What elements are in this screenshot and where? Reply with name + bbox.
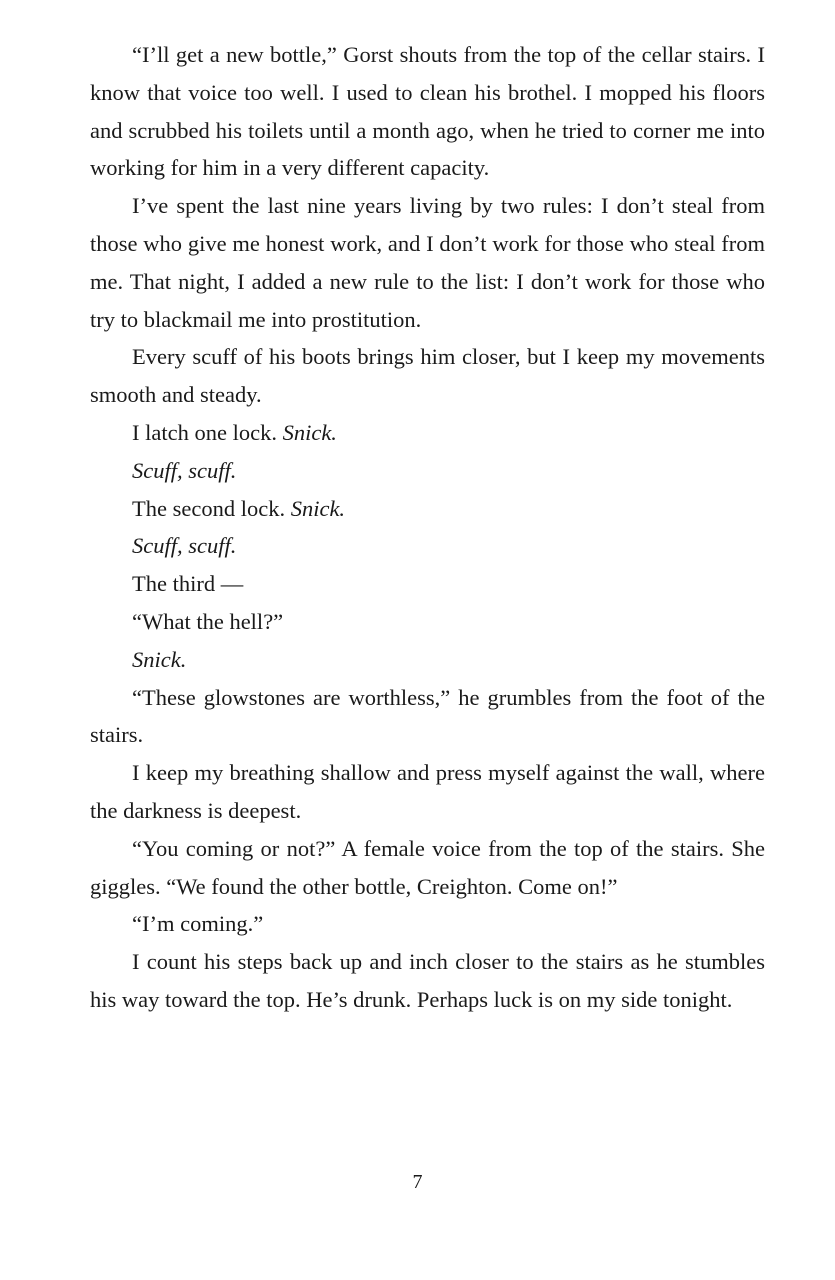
paragraph-3: Every scuff of his boots brings him closer, but I keep my movements smooth and steady.: [90, 344, 765, 408]
book-page-body: [90, 36, 765, 1019]
paragraph-6: [90, 490, 765, 528]
paragraph-7: Scuff, scuff.: [132, 533, 237, 559]
paragraph-6-text: The second lock.: [132, 495, 291, 521]
paragraph-4-italic: Snick.: [282, 419, 337, 445]
paragraph-12: I keep my breathing shallow and press myself against the wall, where the darkness is deepest.: [90, 760, 765, 823]
paragraph-2: I’ve spent the last nine years living by two rules: I don’t steal from those who give me honest work, and I don’t work for those who steal from me. That night, I added a new rule to the list: I don’t work for those who try to blackmail me into prostitution.: [90, 193, 765, 332]
paragraph-10: Snick.: [132, 646, 187, 672]
paragraph-15: I count his steps back up and inch closer to the stairs as he stumbles his way toward the top. He’s drunk. Perhaps luck is on my side tonight.: [90, 949, 765, 1012]
paragraph-4: [90, 414, 765, 452]
paragraph-9: “What the hell?”: [132, 608, 284, 634]
paragraph-11: “These glowstones are worthless,” he grumbles from the foot of the stairs.: [90, 684, 765, 748]
paragraph-14: “I’m coming.”: [132, 911, 264, 937]
paragraph-13: “You coming or not?” A female voice from the top of the stairs. She giggles. “We found the other bottle, Creighton. Come on!”: [90, 835, 765, 899]
paragraph-6-italic: Snick.: [290, 495, 346, 521]
paragraph-1: “I’ll get a new bottle,” Gorst shouts from the top of the cellar stairs. I know that voice too well. I used to clean his brothel. I mopped his floors and scrubbed his toilets until a month ago, when he tried to corner me into working for him in a very different capacity.: [90, 42, 765, 181]
paragraph-4-text: I latch one lock.: [132, 419, 283, 445]
page-number: 7: [412, 1171, 423, 1193]
paragraph-8: The third —: [132, 571, 244, 597]
paragraph-5: Scuff, scuff.: [132, 457, 237, 483]
